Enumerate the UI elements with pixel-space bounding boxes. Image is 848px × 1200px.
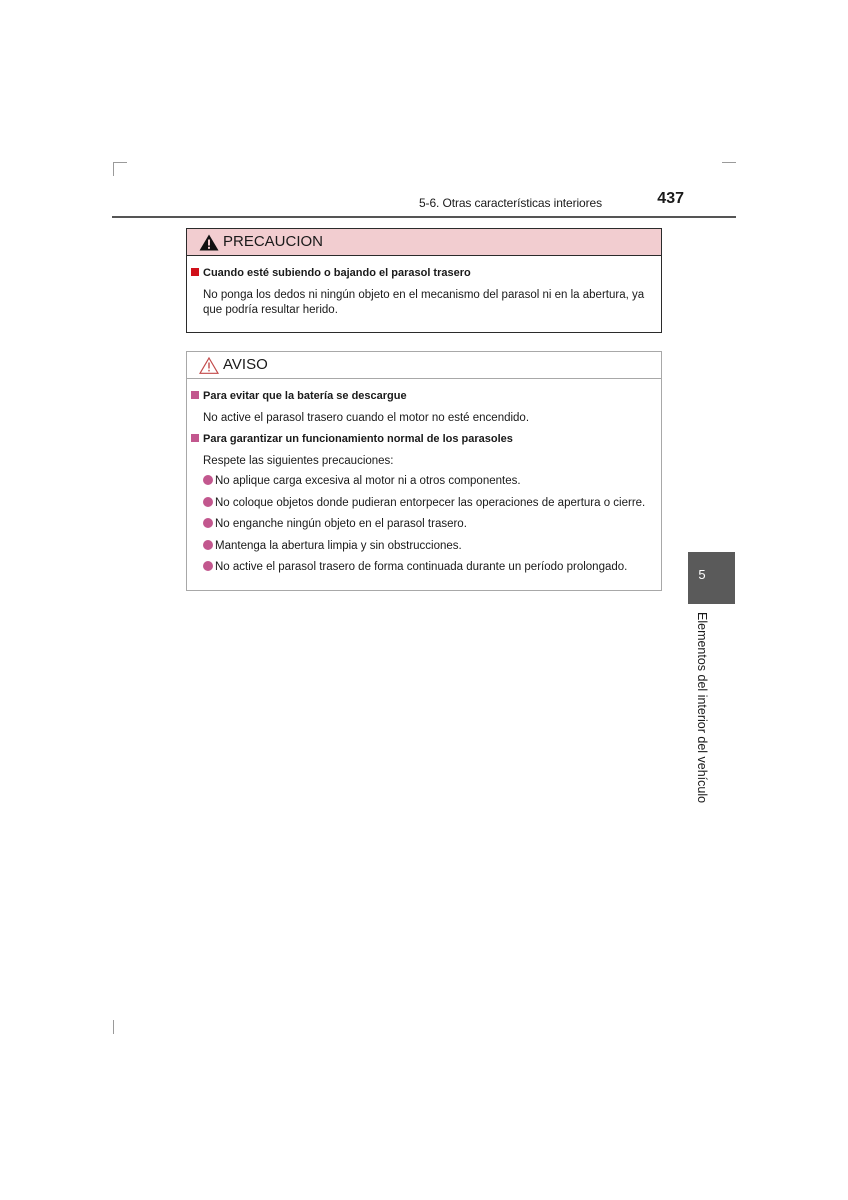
list-item bbox=[203, 561, 627, 573]
precaucion-header bbox=[187, 229, 661, 256]
list-item-text: No active el parasol trasero de forma continuada durante un período prolongado. bbox=[215, 561, 628, 573]
aviso-header bbox=[187, 352, 661, 379]
header-rule bbox=[112, 216, 736, 218]
list-item bbox=[203, 497, 645, 509]
chapter-tab bbox=[688, 552, 735, 604]
crop-mark-top-left-vertical bbox=[113, 162, 114, 176]
pink-square-icon bbox=[191, 434, 199, 442]
aviso-section-heading-2 bbox=[191, 433, 513, 445]
precaucion-text: No ponga los dedos ni ningún objeto en el mecanismo del parasol ni en la abertura, ya que podría resultar herido. bbox=[203, 289, 645, 316]
chapter-sidebar-label: Elementos del interior del vehículo bbox=[695, 612, 709, 804]
page-number: 437 bbox=[657, 190, 684, 207]
precaucion-heading-text: Cuando esté subiendo o bajando el parasol trasero bbox=[203, 267, 471, 279]
precaucion-section-heading bbox=[191, 267, 471, 279]
precaucion-box bbox=[186, 228, 662, 333]
crop-mark-top-right bbox=[722, 162, 736, 163]
bullet-dot-icon bbox=[203, 518, 213, 528]
pink-square-icon bbox=[191, 391, 199, 399]
list-item-text: No aplique carga excesiva al motor ni a otros componentes. bbox=[215, 475, 521, 487]
aviso-section-heading-1 bbox=[191, 390, 407, 402]
aviso-heading-1-text: Para evitar que la batería se descargue bbox=[203, 390, 407, 402]
list-item bbox=[203, 540, 462, 552]
bullet-dot-icon bbox=[203, 475, 213, 485]
list-item bbox=[203, 475, 521, 487]
red-square-icon bbox=[191, 268, 199, 276]
bullet-dot-icon bbox=[203, 497, 213, 507]
list-item-text: No coloque objetos donde pudieran entorpecer las operaciones de apertura o cierre. bbox=[215, 497, 646, 509]
aviso-text-2: Respete las siguientes precauciones: bbox=[203, 455, 394, 467]
aviso-heading-2-text: Para garantizar un funcionamiento normal de los parasoles bbox=[203, 433, 513, 445]
aviso-title: AVISO bbox=[223, 356, 268, 373]
precaucion-title: PRECAUCION bbox=[223, 233, 324, 250]
aviso-box bbox=[186, 351, 662, 591]
warning-outline-icon bbox=[199, 357, 219, 374]
bullet-dot-icon bbox=[203, 540, 213, 550]
warning-triangle-icon bbox=[199, 234, 219, 251]
running-header-section: 5-6. Otras características interiores bbox=[418, 196, 602, 210]
crop-mark-top-left-horizontal bbox=[113, 162, 127, 163]
list-item-text: No enganche ningún objeto en el parasol trasero. bbox=[215, 518, 467, 530]
aviso-text-1: No active el parasol trasero cuando el motor no esté encendido. bbox=[203, 412, 530, 424]
list-item bbox=[203, 518, 467, 530]
chapter-number: 5 bbox=[698, 567, 706, 582]
crop-mark-bottom-left bbox=[113, 1020, 114, 1034]
bullet-dot-icon bbox=[203, 561, 213, 571]
list-item-text: Mantenga la abertura limpia y sin obstrucciones. bbox=[215, 540, 462, 552]
